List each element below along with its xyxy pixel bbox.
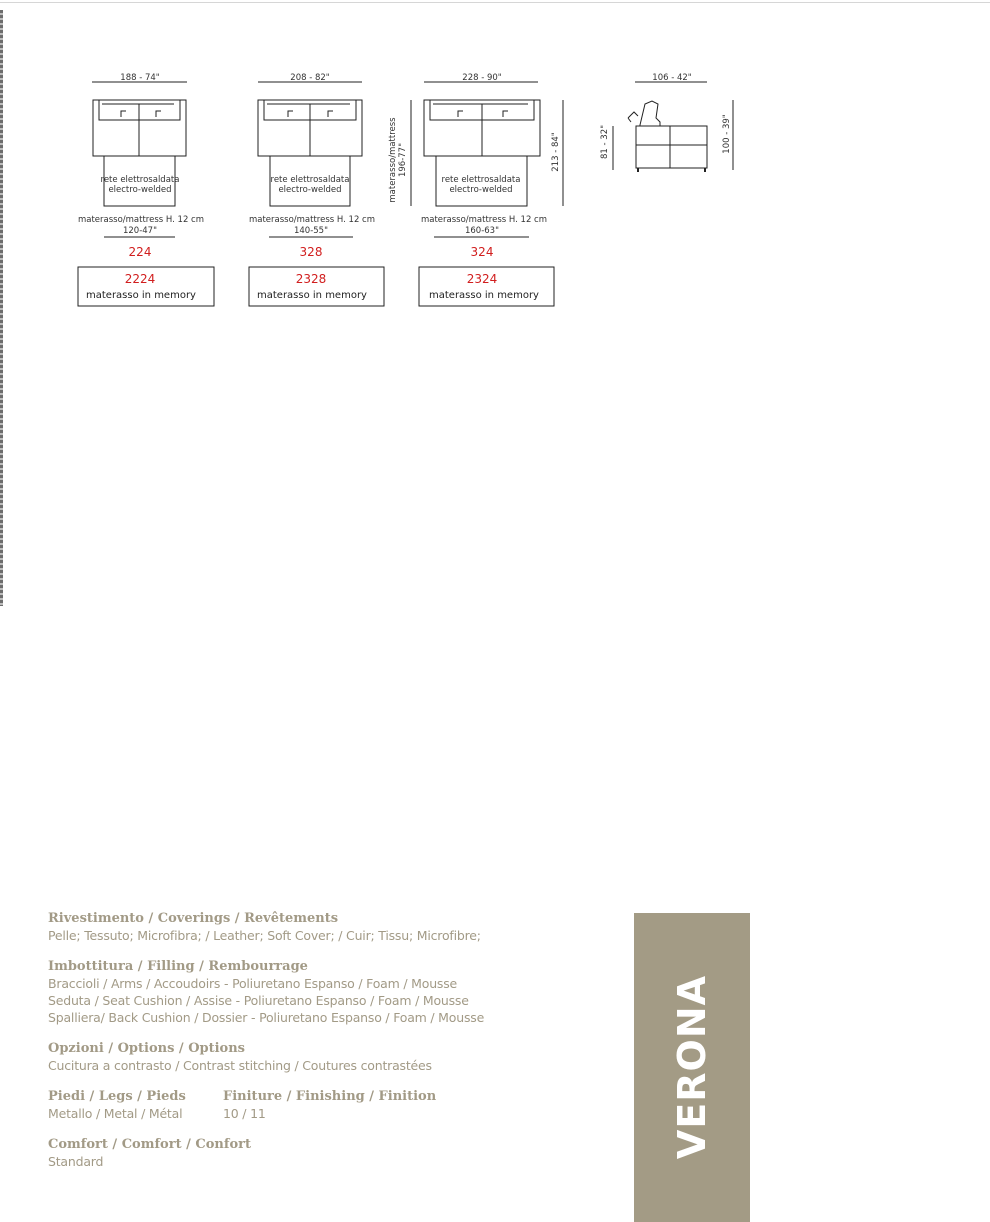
side-view-body <box>636 126 707 168</box>
legs-title: Piedi / Legs / Pieds <box>48 1089 186 1104</box>
sofa-1-mattress-label: materasso/mattress H. 12 cm <box>77 215 205 225</box>
sofa-3-code: 324 <box>470 245 494 259</box>
sofa-3-memory-label: materasso in memory <box>429 290 539 301</box>
sofa-1-memory-label: materasso in memory <box>86 290 196 301</box>
sofa-1-width-label: 188 - 74" <box>120 73 160 83</box>
headrest-shape <box>640 101 660 126</box>
finishing-text: 10 / 11 <box>223 1106 266 1121</box>
sofa-3-net-label-2: electro-welded <box>449 185 513 195</box>
sofa-2-memory-label: materasso in memory <box>257 290 367 301</box>
comfort-text: Standard <box>48 1154 104 1169</box>
comfort-section <box>48 1137 608 1170</box>
sofa-2-net-label-1: rete elettrosaldata <box>270 175 350 185</box>
sofa-3-mattress-width: 160-63" <box>464 226 500 236</box>
filling-back: Spalliera/ Back Cushion / Dossier - Poliuretano Espanso / Foam / Mousse <box>48 1010 485 1025</box>
sofa-3-net-label-1: rete elettrosaldata <box>441 175 521 185</box>
filling-title: Imbottitura / Filling / Rembourrage <box>48 959 308 974</box>
sofa-2-code: 328 <box>299 245 323 259</box>
sofa-2-width-label: 208 - 82" <box>290 73 330 83</box>
sofa-2-mattress-width: 140-55" <box>293 226 329 236</box>
options-text: Cucitura a contrasto / Contrast stitching / Coutures contrastées <box>48 1058 432 1073</box>
sofa-3-mattress-label: materasso/mattress H. 12 cm <box>420 215 548 225</box>
brand-name: VERONA <box>670 974 714 1160</box>
sofa-2-mattress-label: materasso/mattress H. 12 cm <box>248 215 376 225</box>
coverings-title: Rivestimento / Coverings / Revêtements <box>48 911 339 926</box>
sofa-1-mattress-width: 120-47" <box>122 226 158 236</box>
sofa-3-mattress-length: 196-77" <box>398 142 408 178</box>
side-view-drawing <box>613 82 733 172</box>
specifications <box>48 911 608 1185</box>
sofa-1-net-label-2: electro-welded <box>108 185 172 195</box>
comfort-title: Comfort / Comfort / Confort <box>48 1137 251 1152</box>
sofa-1-memory-code: 2224 <box>124 272 156 286</box>
coverings-section <box>48 911 608 944</box>
technical-drawings <box>0 0 990 330</box>
sofa-2-memory-code: 2328 <box>295 272 327 286</box>
options-section <box>48 1041 608 1074</box>
side-view-depth-label: 106 - 42" <box>652 73 692 83</box>
sofa-3-mattress-length-label: materasso/mattress <box>388 117 398 203</box>
sofa-3-open-depth: 213 - 84" <box>551 132 561 172</box>
filling-arms: Braccioli / Arms / Accoudoirs - Poliuretano Espanso / Foam / Mousse <box>48 976 458 991</box>
coverings-text: Pelle; Tessuto; Microfibra; / Leather; Soft Cover; / Cuir; Tissu; Microfibre; <box>48 928 481 943</box>
filling-section <box>48 959 608 1026</box>
legs-text: Metallo / Metal / Métal <box>48 1106 183 1121</box>
finishing-title: Finiture / Finishing / Finition <box>223 1089 437 1104</box>
sofa-3-memory-code: 2324 <box>466 272 498 286</box>
side-view-total-height: 100 - 39" <box>722 114 732 154</box>
sofa-2-net-label-2: electro-welded <box>278 185 342 195</box>
side-view-seat-height: 81 - 32" <box>600 124 610 160</box>
sofa-1-net-label-1: rete elettrosaldata <box>100 175 180 185</box>
brand-panel <box>634 913 750 1222</box>
sofa-1-code: 224 <box>128 245 152 259</box>
sofa-3-width-label: 228 - 90" <box>462 73 502 83</box>
legs-finishing-section <box>48 1089 608 1122</box>
options-title: Opzioni / Options / Options <box>48 1041 245 1056</box>
filling-seat: Seduta / Seat Cushion / Assise - Poliuretano Espanso / Foam / Mousse <box>48 993 469 1008</box>
